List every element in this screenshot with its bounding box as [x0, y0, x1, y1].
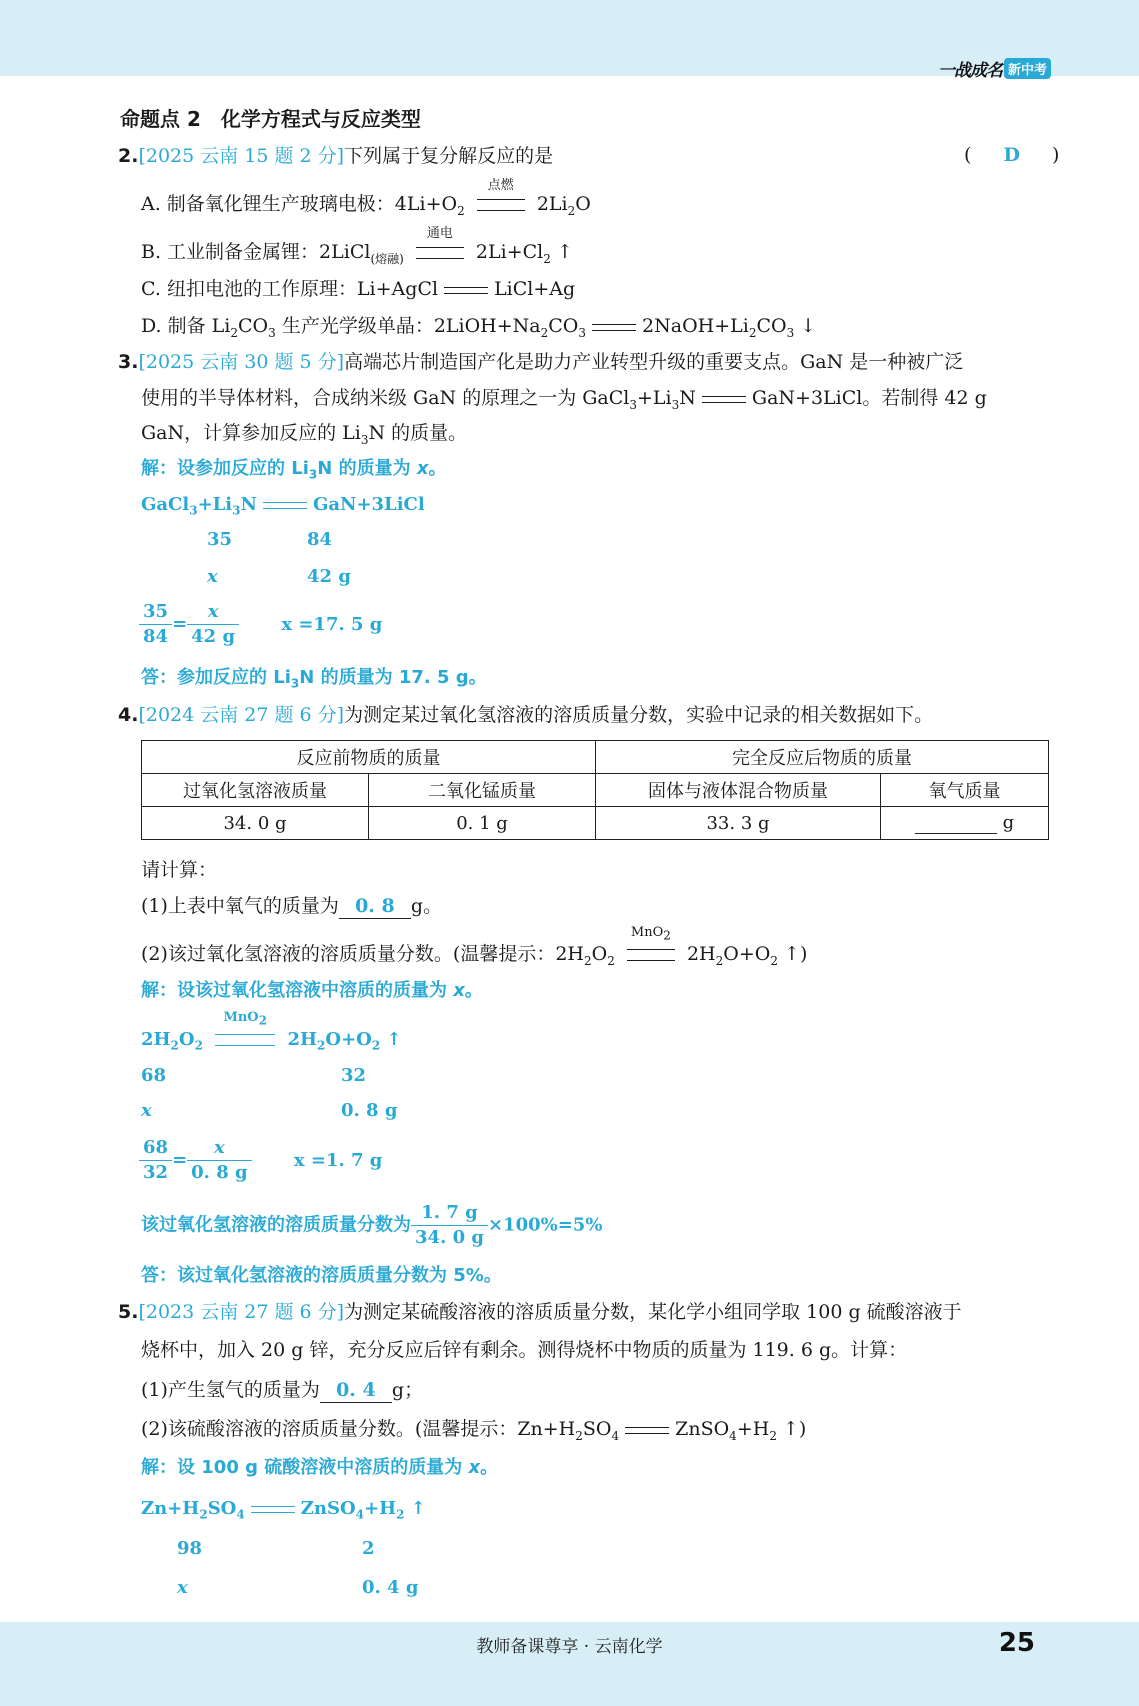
- q4-result: x =1. 7 g: [293, 1149, 383, 1171]
- q4-solution-setup: 解：设该过氧化氢溶液中溶质的质量为 x。: [141, 980, 483, 1001]
- table-val-mixture: 33. 3 g: [596, 807, 881, 840]
- table-val-oxygen: g: [881, 807, 1049, 840]
- q4-molar-mass-1: 68: [141, 1065, 167, 1086]
- q3-equation: $GaCl_3+Li_3N$ GaN+3LiCl: [141, 494, 425, 518]
- q5-number: 5.: [118, 1301, 139, 1323]
- q4-source: [2024 云南 27 题 6 分]: [138, 704, 345, 726]
- table-col-h2o2: 过氧化氢溶液质量: [142, 774, 369, 807]
- q3-solution-setup: 解：设参加反应的 $Li_3N$ 的质量为 x。: [141, 458, 447, 482]
- brand-logo: [938, 56, 1051, 80]
- q4-part2: (2)该过氧化氢溶液的溶质质量分数。(温馨提示：$2H_2O_2$ MnO$_2$ $2H_2O+O_2$ ↑): [141, 925, 808, 968]
- q4-data-table: [141, 740, 1049, 840]
- q2-option-d: D. 制备 $Li_2CO_3$ 生产光学级单晶：$2LiOH+Na_2CO_3$ $2NaOH+Li_2CO_3$ ↓: [141, 315, 817, 340]
- q3-number: 3.: [118, 351, 139, 373]
- q5-molar-mass-2: 2: [362, 1538, 375, 1559]
- q2-number: 2.: [118, 145, 139, 167]
- q5-line1: 5.[2023 云南 27 题 6 分]为测定某硫酸溶液的溶质质量分数，某化学小组同学取 100 g 硫酸溶液于: [118, 1301, 962, 1323]
- q4-ask: 请计算：: [141, 859, 218, 881]
- page-number: 25: [998, 1628, 1035, 1658]
- q5-part1: (1)产生氢气的质量为 0. 4 g；: [141, 1379, 424, 1401]
- logo-main: 一战成名: [937, 60, 1002, 81]
- q4-part1: (1)上表中氧气的质量为 0. 8 g。: [141, 895, 443, 917]
- q2-option-a: A. 制备氧化锂生产玻璃电极：$4Li+O_2$ 点燃 $2Li_2O$: [141, 178, 591, 218]
- q2-answer-paren: ( D ): [964, 144, 1060, 166]
- q2-option-c: C. 纽扣电池的工作原理：Li+AgCl LiCl+Ag: [141, 278, 576, 300]
- q4-unknown: x: [141, 1100, 152, 1121]
- q4-part1-answer: 0. 8: [339, 894, 411, 919]
- q5-part1-answer: 0. 4: [320, 1378, 392, 1403]
- table-col-oxygen: 氧气质量: [881, 774, 1049, 807]
- q5-solution-setup: 解：设 100 g 硫酸溶液中溶质的质量为 x。: [141, 1457, 499, 1478]
- q4-proportion: $\frac{68}{32}$ = $\frac{x}{0. 8 g}$ x =1. 7 g: [139, 1136, 382, 1185]
- q3-proportion: $\frac{35}{84}$ = $\frac{x}{42 g}$ x =17. 5 g: [139, 600, 382, 649]
- q4-percentage: 该过氧化氢溶液的溶质质量分数为 $\frac{1. 7 g}{34. 0 g}$ ×100%=5%: [141, 1202, 603, 1248]
- q3-given-mass: 42 g: [307, 566, 351, 587]
- q5-equation: $Zn+H_2SO_4$ $ZnSO_4+H_2$ ↑: [141, 1498, 426, 1522]
- q4-given-mass: 0. 8 g: [341, 1100, 398, 1121]
- table-col-mno2: 二氧化锰质量: [369, 774, 596, 807]
- q3-line3: GaN，计算参加反应的 $Li_3N$ 的质量。: [141, 422, 468, 447]
- q3-answer: 答：参加反应的 $Li_3N$ 的质量为 17. 5 g。: [141, 667, 487, 691]
- q4-molar-mass-2: 32: [341, 1065, 367, 1086]
- q2-stem: 下列属于复分解反应的是: [344, 145, 554, 167]
- footer-title: 教师备课尊享 · 云南化学: [476, 1637, 663, 1657]
- q4-equation: $2H_2O_2$ MnO$_2$ $2H_2O+O_2$ ↑: [141, 1010, 402, 1053]
- q2-option-b: B. 工业制备金属锂：2LiCl$_{(熔融)}$ 通电 $2Li+Cl_2$ ↑: [141, 226, 573, 266]
- table-val-h2o2: 34. 0 g: [142, 807, 369, 840]
- q3-line2: 使用的半导体材料，合成纳米级 GaN 的原理之一为 $GaCl_3+Li_3N$ GaN+3LiCl。若制得 42 g: [141, 387, 987, 412]
- q2-source: [2025 云南 15 题 2 分]: [138, 145, 345, 167]
- table-header-before: 反应前物质的质量: [142, 741, 596, 774]
- q4-number: 4.: [118, 704, 139, 726]
- logo-badge: 新中考: [1004, 58, 1051, 79]
- q5-line2: 烧杯中，加入 20 g 锌，充分反应后锌有剩余。测得烧杯中物质的质量为 119. 6 g。计算：: [141, 1339, 908, 1361]
- q3-molar-mass-1: 35: [207, 529, 233, 550]
- q4-answer: 答：该过氧化氢溶液的溶质质量分数为 5%。: [141, 1265, 502, 1286]
- q5-source: [2023 云南 27 题 6 分]: [138, 1301, 345, 1323]
- q4-stem-line: 4.[2024 云南 27 题 6 分]为测定某过氧化氢溶液的溶质质量分数，实验中记录的相关数据如下。: [118, 704, 934, 726]
- q5-part2: (2)该硫酸溶液的溶质质量分数。(温馨提示：$Zn+H_2SO_4$ $ZnSO_4+H_2$ ↑): [141, 1418, 807, 1443]
- q3-line1: 3.[2025 云南 30 题 5 分]高端芯片制造国产化是助力产业转型升级的重要支点。GaN 是一种被广泛: [118, 351, 964, 373]
- table-col-mixture: 固体与液体混合物质量: [596, 774, 881, 807]
- q5-given-mass: 0. 4 g: [362, 1577, 419, 1598]
- q5-molar-mass-1: 98: [177, 1538, 203, 1559]
- q3-unknown: x: [207, 566, 218, 587]
- q2-stem-line: [118, 144, 553, 168]
- section-title: 命题点 2 化学方程式与反应类型: [120, 107, 421, 131]
- q5-unknown: x: [177, 1577, 188, 1598]
- table-header-after: 完全反应后物质的质量: [596, 741, 1049, 774]
- q2-answer: D: [1003, 144, 1020, 166]
- q3-molar-mass-2: 84: [307, 529, 333, 550]
- q3-source: [2025 云南 30 题 5 分]: [138, 351, 345, 373]
- q3-result: x =17. 5 g: [281, 613, 383, 635]
- table-val-mno2: 0. 1 g: [369, 807, 596, 840]
